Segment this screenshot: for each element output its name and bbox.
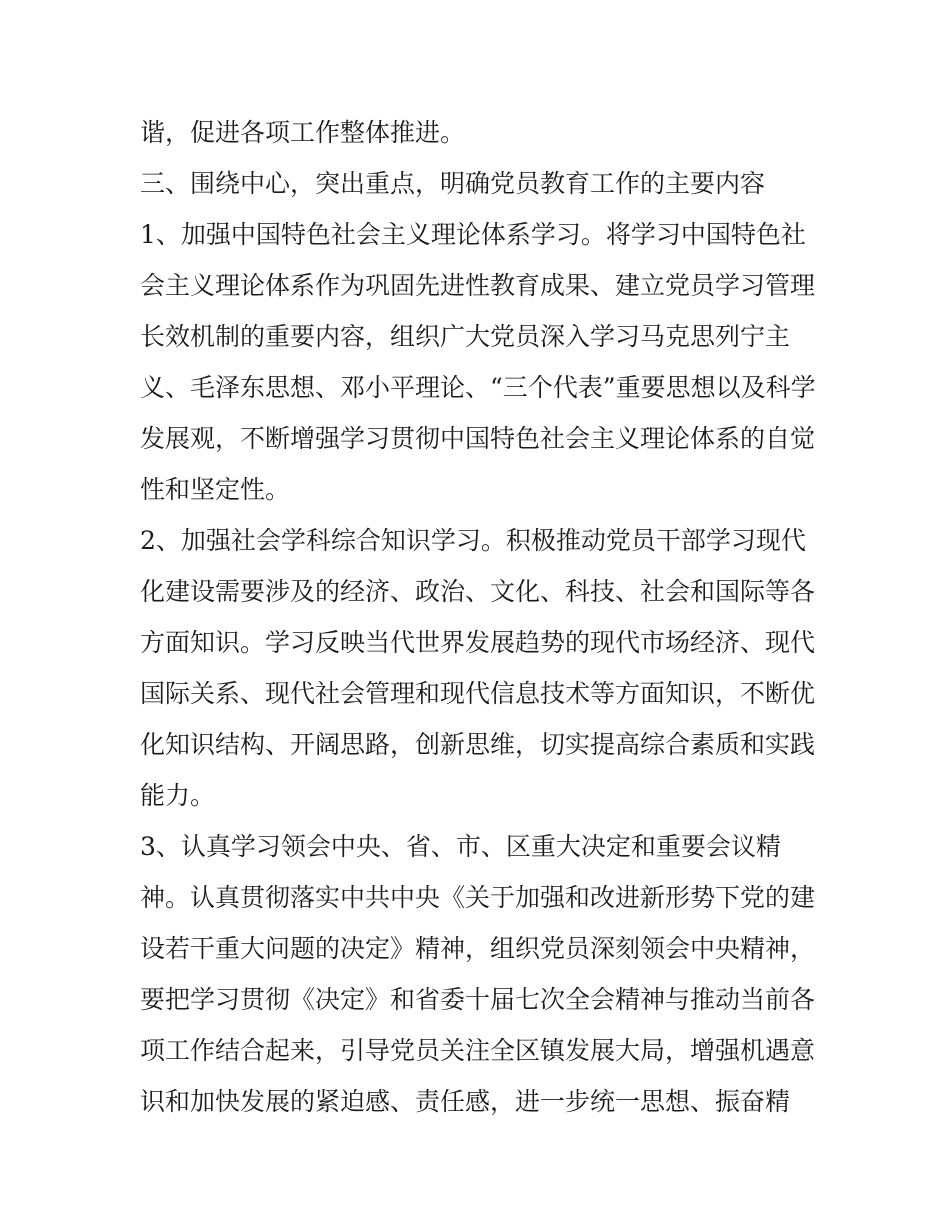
text-line: 发展观，不断增强学习贯彻中国特色社会主义理论体系的自觉: [140, 424, 816, 453]
text-line: 神。认真贯彻落实中共中央《关于加强和改进新形势下党的建: [140, 883, 816, 912]
document-body: [140, 107, 820, 1127]
text-line: 国际关系、现代社会管理和现代信息技术等方面知识，不断优: [140, 679, 816, 708]
text-line: 项工作结合起来，引导党员关注全区镇发展大局，增强机遇意: [140, 1036, 816, 1065]
text-line: 会主义理论体系作为巩固先进性教育成果、建立党员学习管理: [140, 271, 816, 300]
text-line: 要把学习贯彻《决定》和省委十届七次全会精神与推动当前各: [140, 985, 816, 1014]
text-line: 方面知识。学习反映当代世界发展趋势的现代市场经济、现代: [140, 628, 816, 657]
text-line: 义、毛泽东思想、邓小平理论、“三个代表”重要思想以及科学: [140, 373, 816, 402]
text-line: 2、加强社会学科综合知识学习。积极推动党员干部学习现代: [140, 526, 806, 555]
text-line: 化知识结构、开阔思路，创新思维，切实提高综合素质和实践: [140, 730, 816, 759]
text-line: 1、加强中国特色社会主义理论体系学习。将学习中国特色社: [140, 220, 806, 249]
text-line: 能力。: [140, 781, 216, 810]
text-line: 谐，促进各项工作整体推进。: [140, 118, 466, 147]
text-line: 性和坚定性。: [140, 475, 291, 504]
text-line: 化建设需要涉及的经济、政治、文化、科技、社会和国际等各: [140, 577, 816, 606]
text-line: 长效机制的重要内容，组织广大党员深入学习马克思列宁主: [140, 322, 791, 351]
text-line: 识和加快发展的紧迫感、责任感，进一步统一思想、振奋精: [140, 1087, 791, 1116]
text-line: 3、认真学习领会中央、省、市、区重大决定和重要会议精: [140, 832, 781, 861]
text-line: 设若干重大问题的决定》精神，组织党员深刻领会中央精神，: [140, 934, 816, 963]
section-heading: 三、围绕中心，突出重点，明确党员教育工作的主要内容: [140, 169, 766, 198]
